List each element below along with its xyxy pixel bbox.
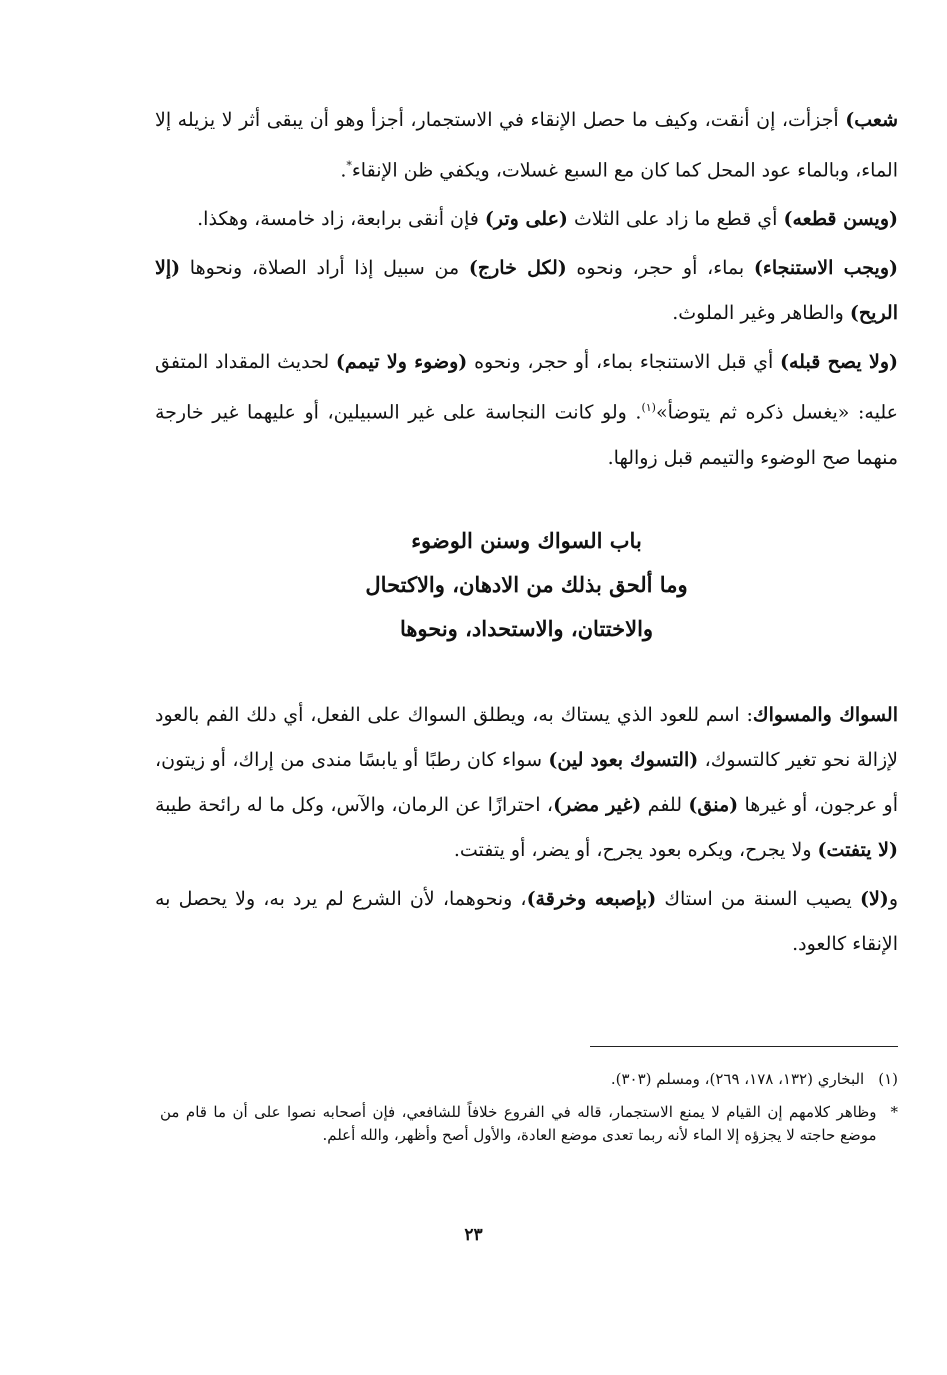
text-run: أي قبل الاستنجاء بماء، أو حجر، ونحوه <box>467 351 780 374</box>
text-run: والطاهر وغير الملوث. <box>672 302 850 325</box>
paragraph-p4 <box>155 340 898 480</box>
bold-term: (ولا يصح قبله) <box>780 351 898 374</box>
text-run: ، احترازًا عن الرمان، والآس، وكل ما له رائحة طيبة <box>155 793 554 816</box>
footnote-text: البخاري (١٣٢، ١٧٨، ٢٦٩)، ومسلم (٣٠٣). <box>610 1070 865 1088</box>
bold-term: (لا) <box>859 887 889 910</box>
text-run: ، ونحوهما، لأن الشرع لم يرد به، ولا يحصل به الإنقاء كالعود. <box>155 887 898 955</box>
paragraph-p2 <box>155 197 898 242</box>
bold-term: (ويجب الاستنجاء) <box>753 257 899 280</box>
text-run: أي قطع ما زاد على الثلاث <box>567 208 784 231</box>
text-run: بماء، أو حجر، ونحوه <box>566 257 754 280</box>
bold-term: (غير مضر) <box>553 793 642 816</box>
bold-term: (على وتر) <box>484 208 568 231</box>
note-marker: * <box>346 159 352 172</box>
text-run: فإن أنقى برابعة، زاد خامسة، وهكذا. <box>197 208 485 231</box>
bold-term: (وضوء ولا تيمم) <box>335 351 468 374</box>
text-run: أجزأت، إن أنقت، وكيف ما حصل الإنقاء في الاستجمار، أجزأ وهو أن يبقى أثر لا يزيله إلا الماء، وبالماء عود المحل كما كان مع السبع غسلات، ويكفي ظن الإنقاء <box>155 109 898 182</box>
footnote <box>160 1101 898 1147</box>
bold-term: (لا يتفتت) <box>817 838 898 861</box>
text-run: ولا يجرح، ويكره بعود يجرح، أو يضر، أو يتفتت. <box>453 838 818 861</box>
bold-term: السواك والمسواك <box>752 703 898 726</box>
heading-line-1: باب السواك وسنن الوضوء <box>411 527 642 553</box>
text-run: من سبيل إذا أراد الصلاة، ونحوها <box>180 257 469 280</box>
paragraph-p5 <box>155 693 898 873</box>
footnote <box>160 1068 898 1091</box>
chapter-heading <box>155 519 898 651</box>
text-run: . ولو كانت النجاسة على غير السبيلين، أو عليهما غير خارجة منهما صح الوضوء والتيمم قبل زوالها. <box>155 401 898 469</box>
paragraph-p3 <box>155 246 898 336</box>
heading-line-2: وما ألحق بذلك من الادهان، والاكتحال <box>365 571 688 597</box>
upper-text <box>155 98 898 481</box>
paragraph-p6 <box>155 877 898 967</box>
footnotes <box>160 1068 898 1157</box>
paragraph-p1 <box>155 98 898 193</box>
text-run: لحديث المقداد المتفق عليه: «يغسل ذكره ثم يتوضأ» <box>155 351 898 424</box>
text-run: و <box>888 887 898 910</box>
page-body <box>155 98 898 971</box>
bold-term: (التسوك بعود لين) <box>548 748 699 771</box>
text-run: . <box>340 159 347 182</box>
bold-term: (بإصبعه وخرقة) <box>526 887 657 910</box>
bold-term: (لكل خارج) <box>468 257 567 280</box>
text-run: يصيب السنة من استاك <box>656 887 860 910</box>
footnote-divider <box>590 1046 898 1047</box>
bold-term: شعب) <box>845 109 898 131</box>
bold-term: (ويسن قطعه) <box>783 208 898 231</box>
footnote-text: وظاهر كلامهم إن القيام لا يمنع الاستجمار، قاله في الفروع خلافاً للشافعي، فإن أصحابه نصوا على أن ما قام من موضع حاجته لا يجزؤه إلا الماء لأنه ربما تعدى موضع العادة، والأول أصح وأظهر، والله أعلم. <box>160 1103 877 1144</box>
lower-text <box>155 693 898 967</box>
footnote-marker: * <box>890 1103 898 1121</box>
note-marker: (١) <box>641 401 656 415</box>
page-number: ٢٣ <box>464 1225 483 1245</box>
footnote-marker: (١) <box>878 1070 898 1088</box>
bold-term: (إلا الريح) <box>155 257 898 325</box>
text-run: سواء كان رطبًا أو يابسًا مندى من إراك، أو زيتون، أو عرجون، أو غيرها <box>155 748 898 816</box>
text-run: للفم <box>641 793 689 816</box>
text-run: : اسم للعود الذي يستاك به، ويطلق السواك على الفعل، أي دلك الفم بالعود لإزالة نحو تغير كالتسوك، <box>155 703 898 771</box>
bold-term: (منق) <box>688 793 739 816</box>
heading-line-3: والاختتان، والاستحداد، ونحوها <box>399 615 654 641</box>
